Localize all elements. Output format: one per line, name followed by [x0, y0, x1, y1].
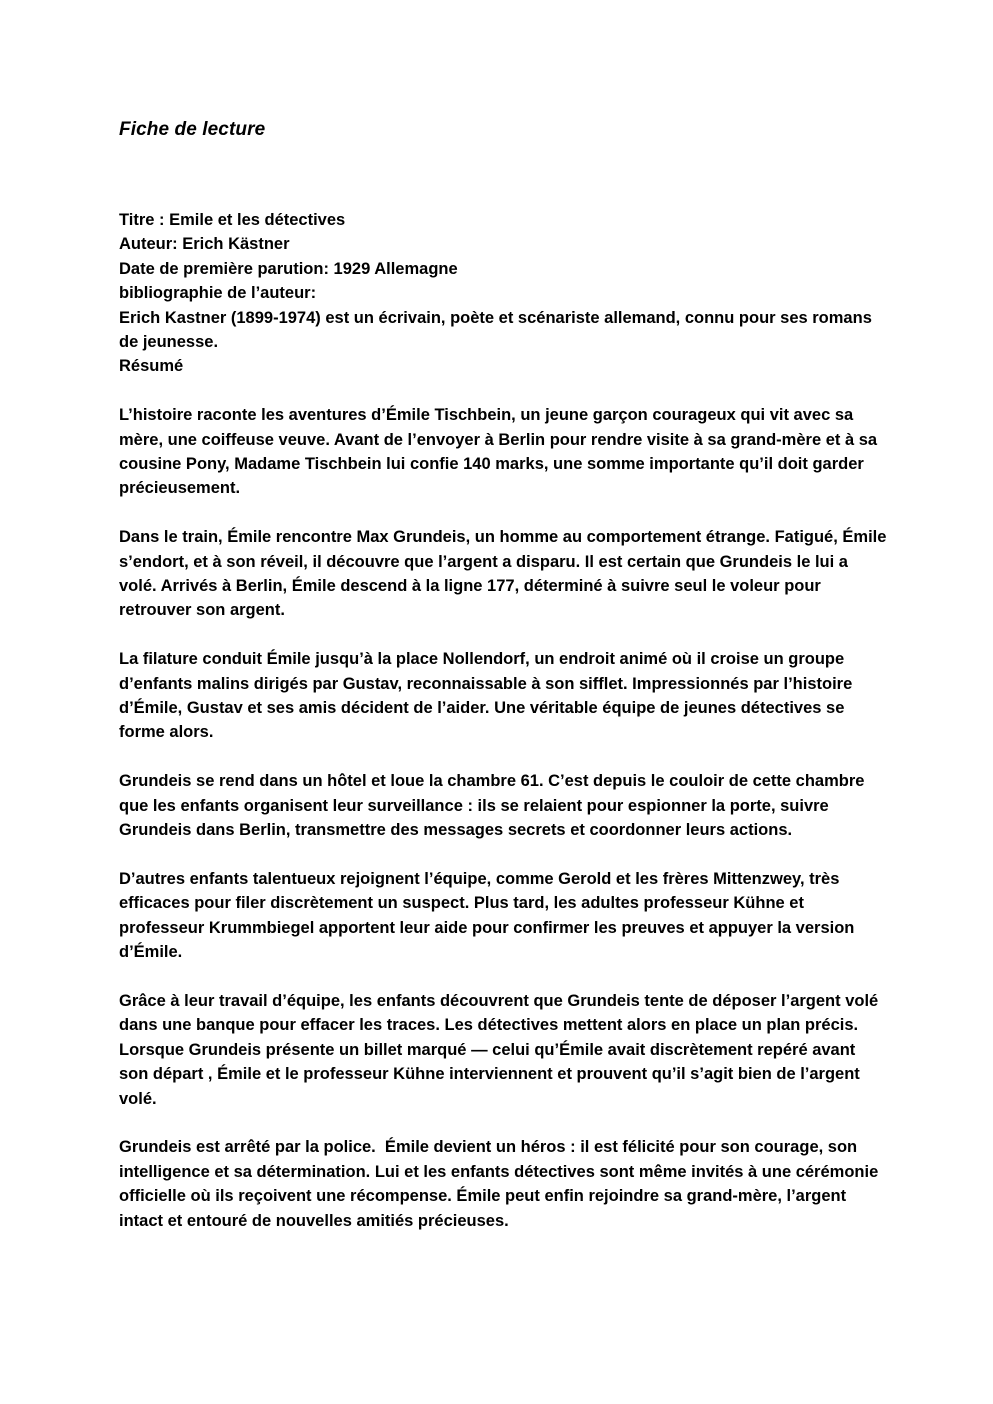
- document-content: [119, 118, 892, 1233]
- metadata-publication-date-line: Date de première parution: 1929 Allemagne: [119, 259, 458, 278]
- metadata-title-line: Titre : Emile et les détectives: [119, 211, 346, 229]
- summary-paragraph: Grundeis est arrêté par la police. Émile devient un héros : il est félicité pour son courage, son intelligence et sa détermination. Lui et les enfants détectives sont même invités à une cérémonie officielle où ils reçoivent une récompense. Émile peut enfin rejoindre sa grand-mère, l’argent intact et entouré de nouvelles amitiés précieuses.: [119, 1138, 883, 1230]
- page-title: Fiche de lecture: [119, 119, 266, 140]
- metadata-bibliography-label: bibliographie de l’auteur:: [119, 284, 317, 303]
- metadata-author-line: Auteur: Erich Kästner: [119, 235, 290, 254]
- summary-paragraph: La filature conduit Émile jusqu’à la place Nollendorf, un endroit animé où il croise un groupe d’enfants malins dirigés par Gustav, reconnaissable à son sifflet. Impressionnés par l’histoire d’Émile, Gustav et ses amis décident de l’aider. Une véritable équipe de jeunes détectives se forme alors.: [119, 650, 857, 742]
- summary-body: [119, 403, 892, 1233]
- metadata-author-biography: Erich Kastner (1899-1974) est un écrivain, poète et scénariste allemand, connu pour ses romans de jeunesse.: [119, 308, 877, 352]
- book-metadata-block: [119, 208, 889, 379]
- summary-paragraph: Dans le train, Émile rencontre Max Grundeis, un homme au comportement étrange. Fatigué, Émile s’endort, et à son réveil, il découvre que l’argent a disparu. Il est certain que Grundeis le lui a volé. Arrivés à Berlin, Émile descend à la ligne 177, déterminé à suivre seul le voleur pour retrouver son argent.: [119, 528, 892, 620]
- summary-paragraph: L’histoire raconte les aventures d’Émile Tischbein, un jeune garçon courageux qui vit avec sa mère, une coiffeuse veuve. Avant de l’envoyer à Berlin pour rendre visite à sa grand-mère et à sa cousine Pony, Madame Tischbein lui confie 140 marks, une somme importante qu’il doit garder précieusement.: [119, 406, 882, 498]
- summary-paragraph: Grâce à leur travail d’équipe, les enfants découvrent que Grundeis tente de déposer l’argent volé dans une banque pour effacer les traces. Les détectives mettent alors en place un plan précis. Lorsque Grundeis présente un billet marqué — celui qu’Émile avait discrètement repéré avant son départ , Émile et le professeur Kühne interviennent et prouvent qu’il s’agit bien de l’argent volé.: [119, 991, 883, 1108]
- summary-paragraph: D’autres enfants talentueux rejoignent l’équipe, comme Gerold et les frères Mittenzwey, très efficaces pour filer discrètement un suspect. Plus tard, les adultes professeur Kühne et professeur Krummbiegel apportent leur aide pour confirmer les preuves et appuyer la version d’Émile.: [119, 869, 859, 962]
- metadata-summary-heading: Résumé: [119, 357, 184, 376]
- summary-paragraph: Grundeis se rend dans un hôtel et loue la chambre 61. C’est depuis le couloir de cette chambre que les enfants organisent leur surveillance : ils se relaient pour espionner la porte, suivre Grundeis dans Berlin, transmettre des messages secrets et coordonner leurs actions.: [119, 772, 870, 840]
